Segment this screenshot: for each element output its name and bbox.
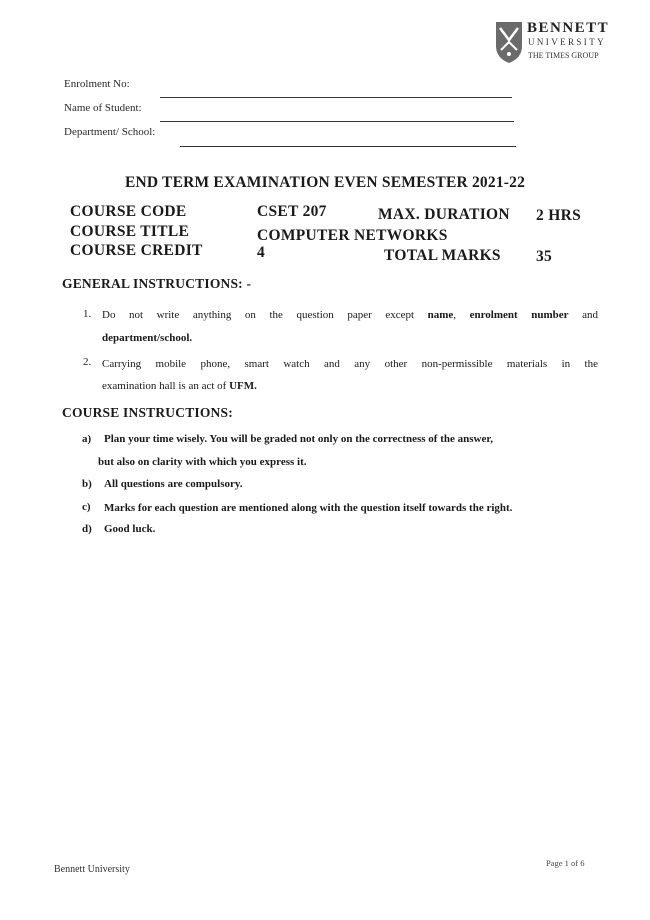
general-item-number: 1. <box>83 308 92 320</box>
general-item-1-line1: Do not write anything on the question paper except name, enrolment number and <box>102 309 598 321</box>
general-item-1-line2: department/school. <box>102 332 193 344</box>
total-marks-value: 35 <box>536 248 553 265</box>
course-item-c: Marks for each question are mentioned along with the question itself towards the right. <box>104 502 513 514</box>
university-crest-icon <box>494 20 524 64</box>
course-item-label: b) <box>82 478 92 490</box>
course-credit-value: 4 <box>257 244 266 261</box>
logo-subtitle: UNIVERSITY <box>528 37 606 47</box>
course-item-a-line2: but also on clarity with which you express it. <box>98 456 307 468</box>
duration-value: 2 HRS <box>536 207 581 224</box>
footer-page-number: Page 1 of 6 <box>546 858 585 868</box>
course-instructions-heading: COURSE INSTRUCTIONS: <box>62 405 233 420</box>
general-item-2-line1: Carrying mobile phone, smart watch and any other non-permissible materials in the <box>102 358 598 370</box>
university-logo <box>494 20 624 72</box>
total-marks-label: TOTAL MARKS <box>384 247 501 264</box>
course-item-label: c) <box>82 501 91 513</box>
course-item-d: Good luck. <box>104 523 156 535</box>
student-name-input-line[interactable] <box>160 121 514 122</box>
course-title-label: COURSE TITLE <box>70 223 190 240</box>
course-code-label: COURSE CODE <box>70 203 187 220</box>
general-instructions-heading: GENERAL INSTRUCTIONS: - <box>62 276 252 291</box>
department-label: Department/ School: <box>64 126 156 138</box>
course-code-value: CSET 207 <box>257 203 327 220</box>
general-item-number: 2. <box>83 356 92 368</box>
footer-university: Bennett University <box>54 864 130 875</box>
department-input-line[interactable] <box>180 146 516 147</box>
logo-group: THE TIMES GROUP <box>528 51 599 60</box>
course-item-label: a) <box>82 433 92 445</box>
course-title-value: COMPUTER NETWORKS <box>257 227 448 244</box>
duration-label: MAX. DURATION <box>378 206 510 223</box>
enrolment-label: Enrolment No: <box>64 78 130 90</box>
exam-title: END TERM EXAMINATION EVEN SEMESTER 2021-22 <box>124 174 526 191</box>
course-item-a-line1: Plan your time wisely. You will be graded not only on the correctness of the answer, <box>104 433 493 445</box>
enrolment-input-line[interactable] <box>160 97 512 98</box>
course-item-b: All questions are compulsory. <box>104 478 243 490</box>
student-name-label: Name of Student: <box>64 102 142 114</box>
course-item-label: d) <box>82 523 92 535</box>
logo-name: BENNETT <box>527 20 610 36</box>
course-credit-label: COURSE CREDIT <box>70 242 203 259</box>
general-item-2-line2: examination hall is an act of UFM. <box>102 380 257 392</box>
